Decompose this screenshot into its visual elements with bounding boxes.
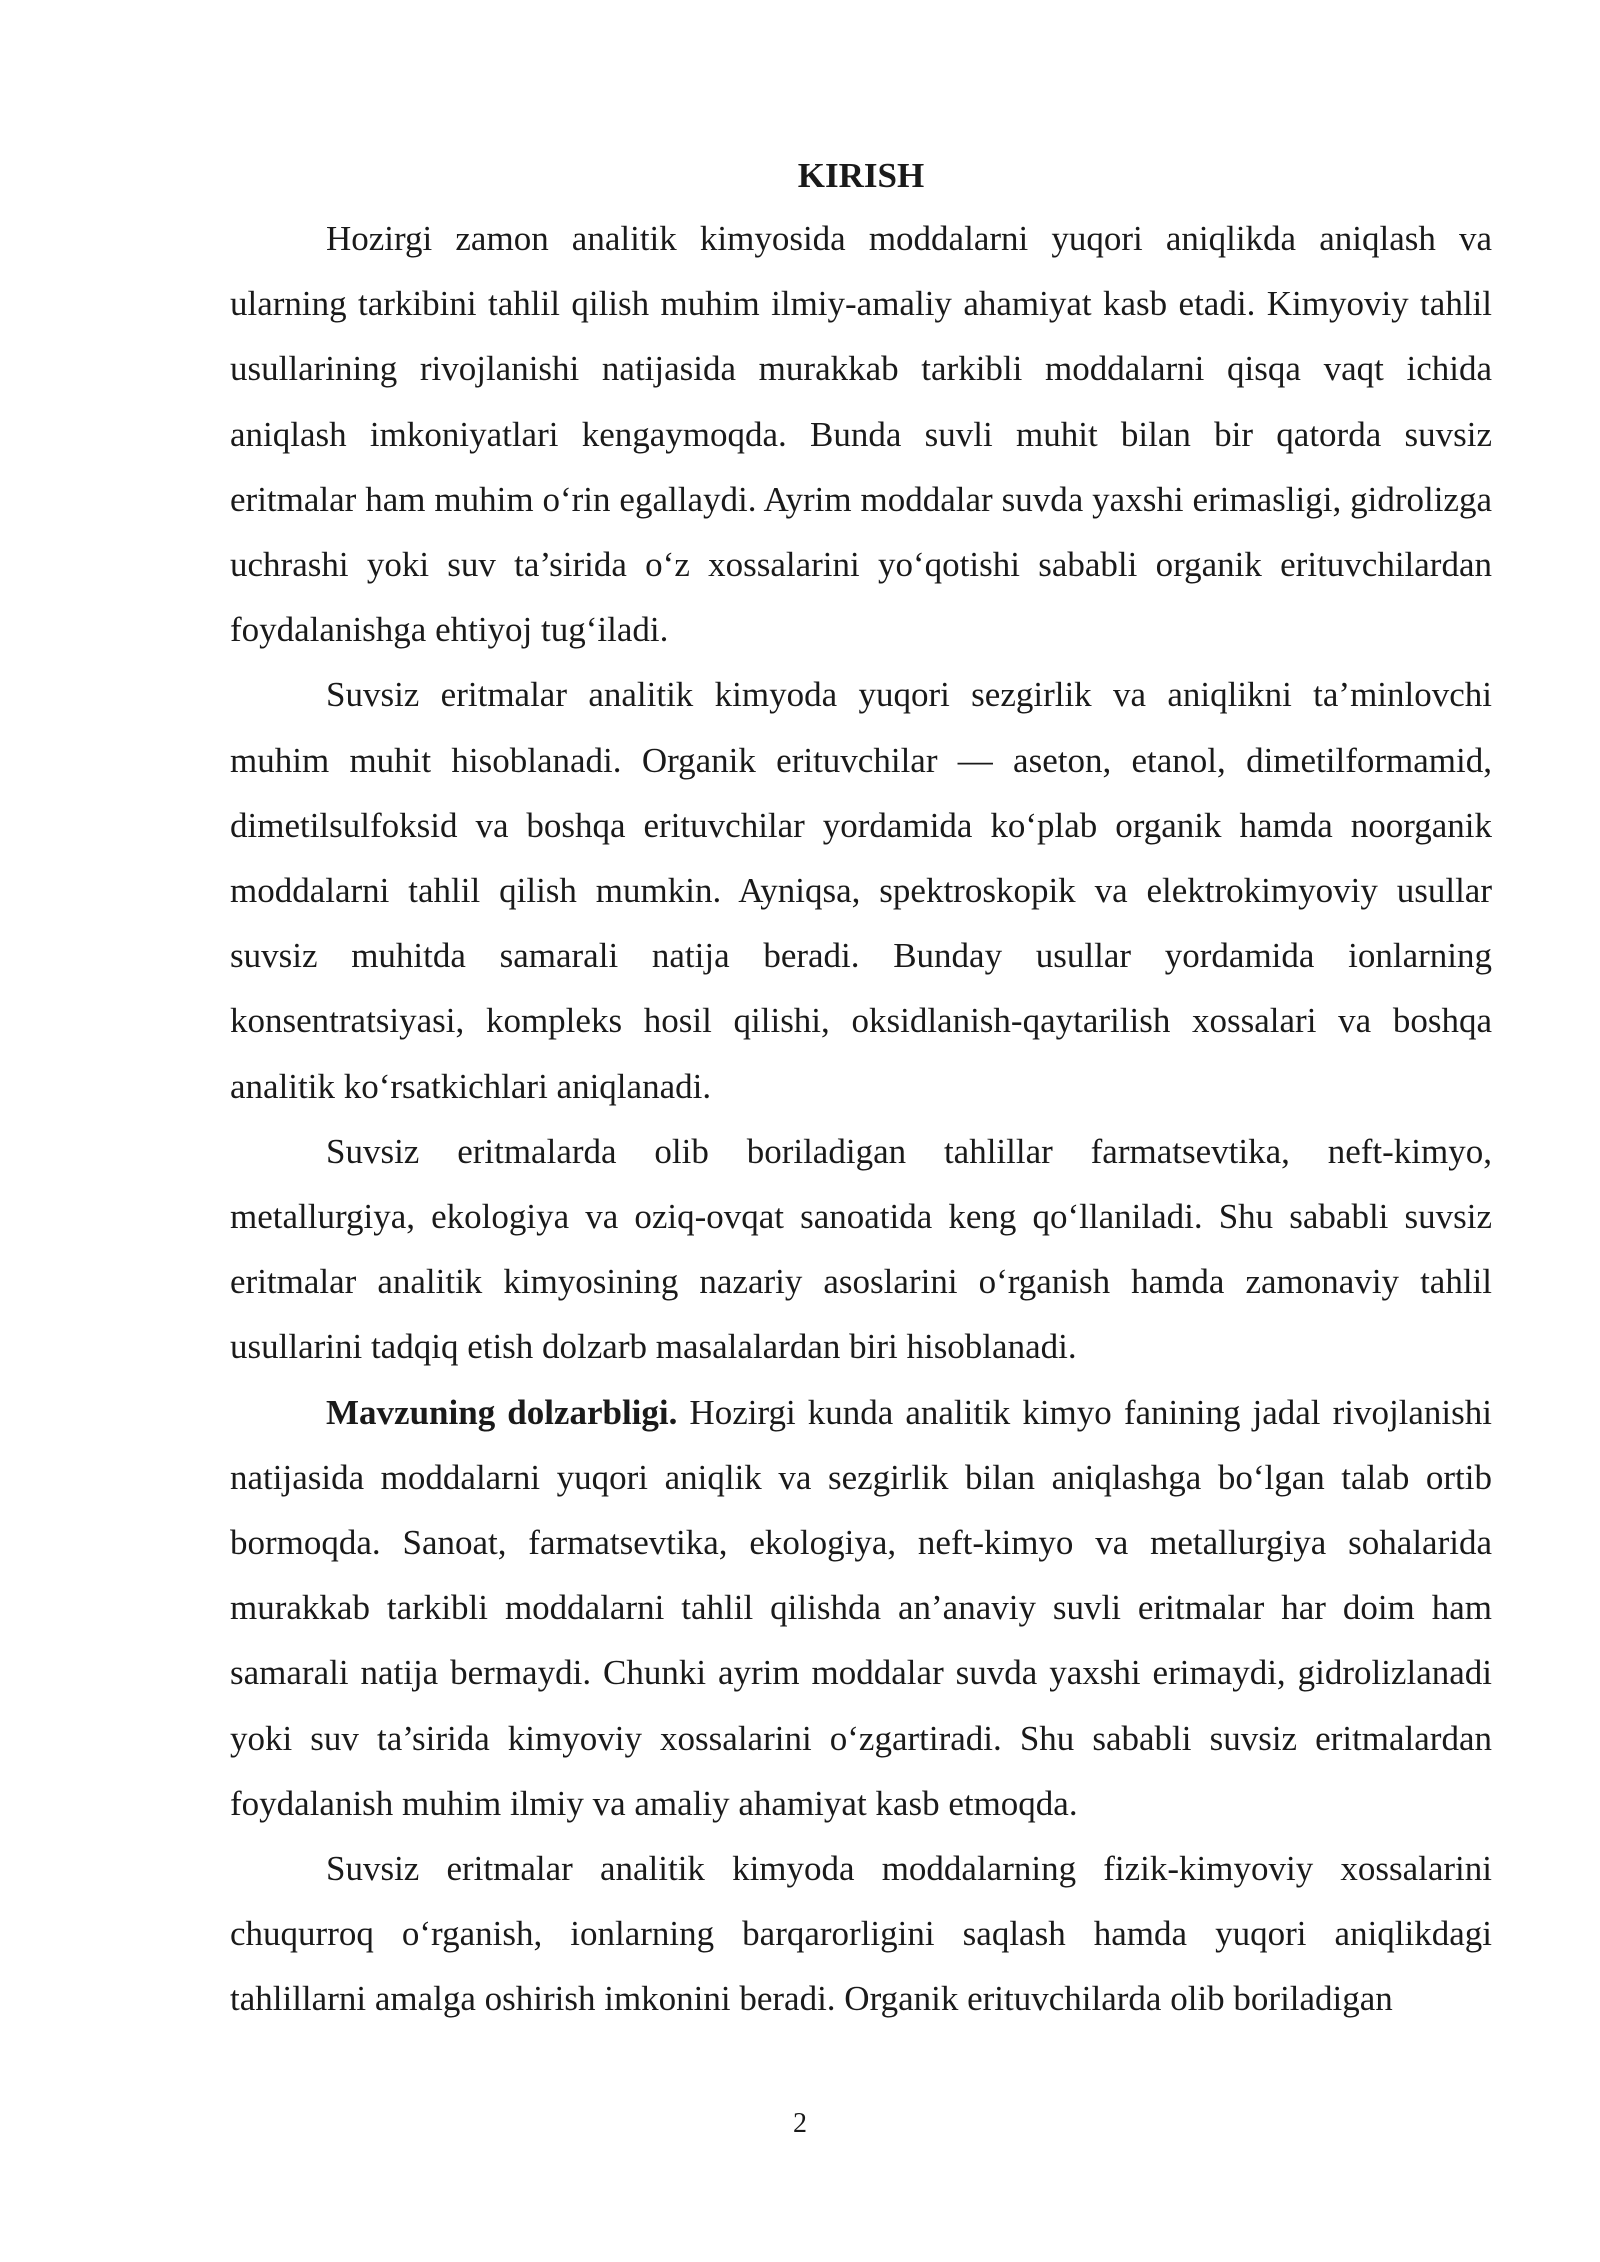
paragraph-solvents [230,662,1492,1118]
paragraph-text: Hozirgi zamon analitik kimyosida moddalarni yuqori aniqlikda aniqlash va ularning tarkibini tahlil qilish muhim ilmiy-amaliy ahamiyat kasb etadi. Kimyoviy tahlil usullarining rivojlanishi natijasida murakkab tarkibli moddalarni qisqa vaqt ichida aniqlash imkoniyatlari kengaymoqda. Bunda suvli muhit bilan bir qatorda suvsiz eritmalar ham muhim o‘rin egallaydi. Ayrim moddalar suvda yaxshi erimasligi, gidrolizga uchrashi yoki suv ta’sirida o‘z xossalarini yo‘qotishi sababli organik erituvchilardan foydalanishga ehtiyoj tug‘iladi. [230,219,1492,650]
page-number: 2 [793,2108,807,2139]
page-content [230,146,1492,2032]
paragraph-text: Suvsiz eritmalarda olib boriladigan tahlillar farmatsevtika, neft-kimyo, metallurgiya, ekologiya va oziq-ovqat sanoatida keng qo‘llaniladi. Shu sababli suvsiz eritmalar analitik kimyosining nazariy asoslarini o‘rganish hamda zamonaviy tahlil usullarini tadqiq etish dolzarb masalalardan biri hisoblanadi. [230,1131,1492,1367]
paragraph-text: Suvsiz eritmalar analitik kimyoda moddalarning fizik-kimyoviy xossalarini chuqurroq o‘rganish, ionlarning barqarorligini saqlash hamda yuqori aniqlikdagi tahlillarni amalga oshirish imkonini beradi. Organik erituvchilarda olib boriladigan [230,1849,1492,2019]
paragraph-applications [230,1119,1492,1380]
paragraph-intro [230,206,1492,662]
paragraph-text: Hozirgi kunda analitik kimyo fanining jadal rivojlanishi natijasida moddalarni yuqori aniqlik va sezgirlik bilan aniqlashga bo‘lgan talab ortib bormoqda. Sanoat, farmatsevtika, ekologiya, neft-kimyo va metallurgiya sohalarida murakkab tarkibli moddalarni tahlil qilishda an’anaviy suvli eritmalar har doim ham samarali natija bermaydi. Chunki ayrim moddalar suvda yaxshi erimaydi, gidrolizlanadi yoki suv ta’sirida kimyoviy xossalarini o‘zgartiradi. Shu sababli suvsiz eritmalardan foydalanish muhim ilmiy va amaliy ahamiyat kasb etmoqda. [230,1392,1492,1823]
paragraph-text: Suvsiz eritmalar analitik kimyoda yuqori sezgirlik va aniqlikni ta’minlovchi muhim muhit hisoblanadi. Organik erituvchilar — aseton, etanol, dimetilformamid, dimetilsulfoksid va boshqa erituvchilar yordamida ko‘plab organik hamda noorganik moddalarni tahlil qilish mumkin. Ayniqsa, spektroskopik va elektrokimyoviy usullar suvsiz muhitda samarali natija beradi. Bunday usullar yordamida ionlarning konsentratsiyasi, kompleks hosil qilishi, oksidlanish-qaytarilish xossalari va boshqa analitik ko‘rsatkichlari aniqlanadi. [230,675,1492,1106]
section-title: KIRISH [797,156,925,195]
paragraph-properties [230,1836,1492,2032]
paragraph-relevance [230,1380,1492,1836]
paragraph-lead-heading: Mavzuning dolzarbligi. [326,1392,678,1432]
